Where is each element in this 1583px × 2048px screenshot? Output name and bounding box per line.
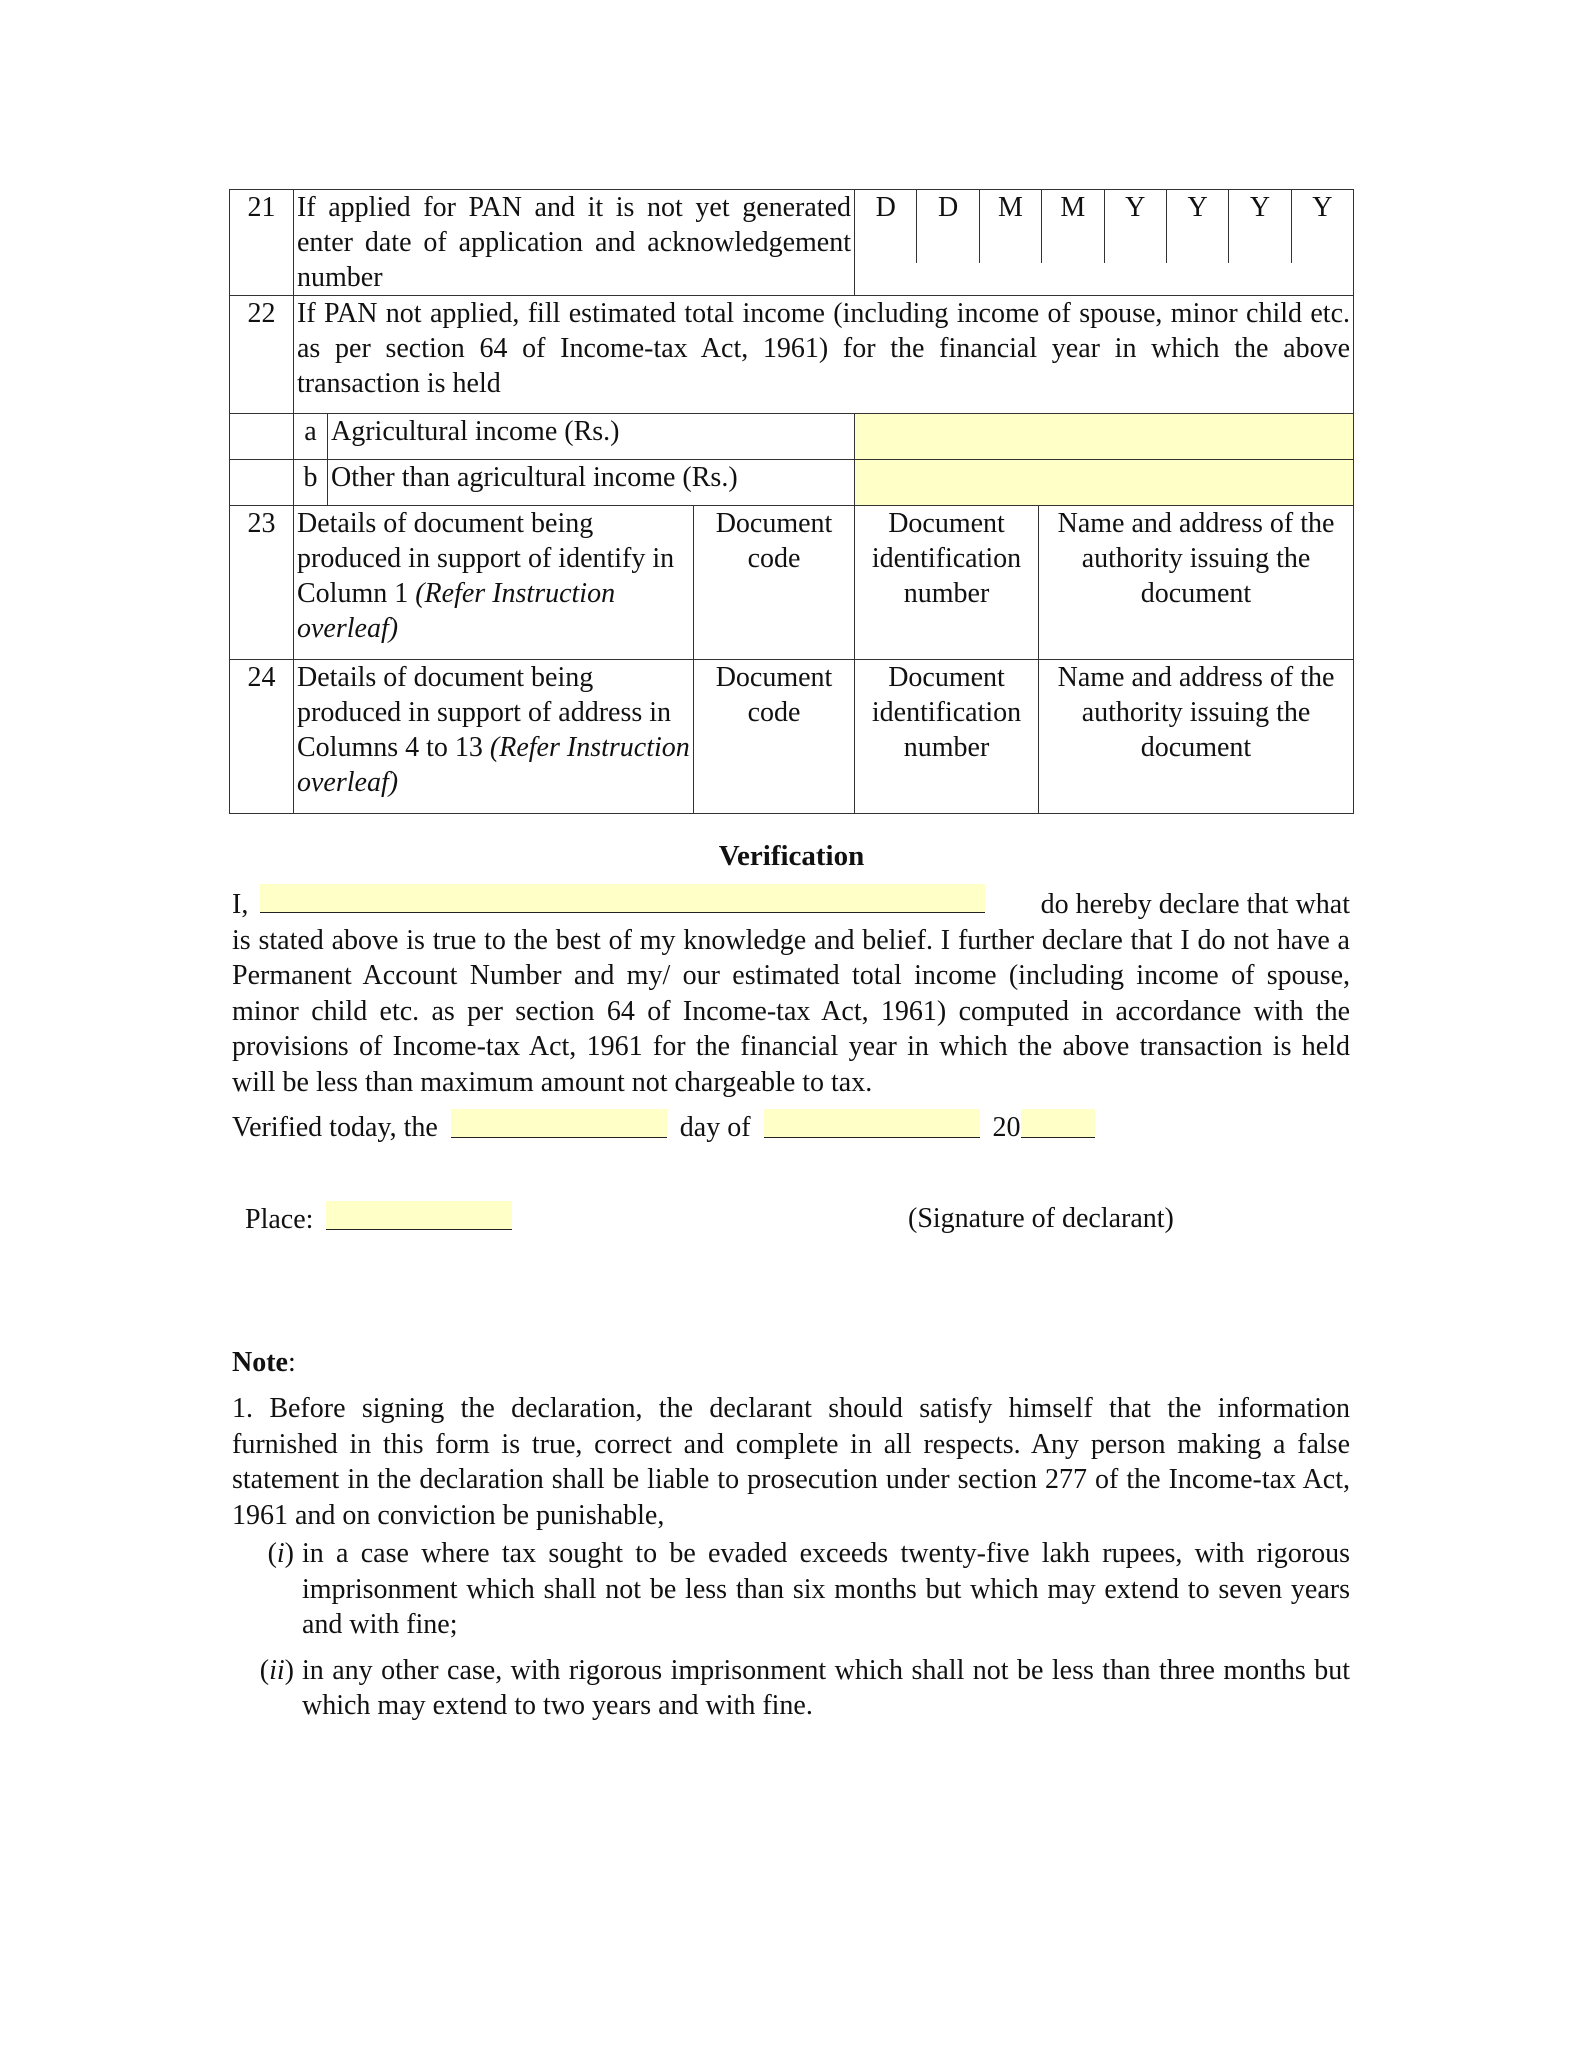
note-colon: : [287, 1347, 296, 1378]
note-item-label: (i) [267, 1538, 294, 1569]
date-box-y2[interactable]: Y [1166, 190, 1228, 263]
blank-cell [230, 414, 294, 460]
note-item-numeral: ii [269, 1654, 285, 1686]
row-22b-letter: b [294, 460, 328, 506]
date-box-y3[interactable]: Y [1228, 190, 1290, 263]
row-23-text: Details of document being produced in support of identify in Column 1 [297, 508, 675, 609]
row-24-text: Details of document being produced in support of address in Columns 4 to 13 [297, 662, 672, 763]
note-item-i [232, 1536, 1350, 1643]
date-box-m2[interactable]: M [1041, 190, 1103, 263]
agricultural-income-label: Agricultural income (Rs.) [328, 414, 855, 460]
row-21-label [294, 190, 855, 296]
document-id-header[interactable]: Document identification number [855, 506, 1039, 660]
date-box-d1[interactable]: D [875, 192, 896, 223]
row-number: 21 [230, 190, 294, 296]
signature-label: (Signature of declarant) [908, 1203, 1174, 1234]
day-of-label: day of [679, 1112, 751, 1143]
row-22-text: If PAN not applied, fill estimated total income (including income of spouse, minor child etc. as per section 64 of Income-tax Act, 1961) for the financial year in which the above transaction is held [294, 296, 1354, 414]
row-24-label [294, 660, 694, 814]
form-table-container [229, 189, 1353, 814]
row-21 [230, 190, 1354, 296]
form-table [229, 189, 1354, 814]
document-id-header[interactable]: Document identification number [855, 660, 1039, 814]
note-heading [232, 1345, 296, 1380]
place-line [245, 1201, 512, 1237]
agricultural-income-field[interactable] [855, 414, 1354, 460]
row-23-label [294, 506, 694, 660]
note-sub-list [232, 1536, 1350, 1724]
row-number: 22 [230, 296, 294, 414]
row-24-ref: (Refer Instruction overleaf) [297, 732, 690, 798]
verified-year-field[interactable] [1021, 1109, 1095, 1138]
issuing-authority-header[interactable]: Name and address of the authority issuing the document [1039, 506, 1354, 660]
other-income-field[interactable] [855, 460, 1354, 506]
year-prefix: 20 [992, 1112, 1021, 1143]
row-21-text: If applied for PAN and it is not yet generated enter date of application and acknowledgement number [297, 192, 852, 293]
row-22a-letter: a [294, 414, 328, 460]
declaration-tail: do hereby declare that what [1040, 889, 1350, 920]
row-23 [230, 506, 1354, 660]
place-field[interactable] [326, 1201, 512, 1230]
note-item-text: in any other case, with rigorous imprisonment which shall not be less than three months but which may extend to two years and with fine. [302, 1654, 1350, 1721]
note-paragraph-1: 1. Before signing the declaration, the declarant should satisfy himself that the information furnished in this form is true, correct and complete in all respects. Any person making a false statement in the declaration shall be liable to prosecution under section 277 of the Income-tax Act, 1961 and on conviction be punishable, [232, 1393, 1350, 1531]
date-box-y1[interactable]: Y [1104, 190, 1166, 263]
place-label: Place: [245, 1204, 314, 1235]
date-box-d2[interactable]: D [916, 190, 978, 263]
row-22b [230, 460, 1354, 506]
date-of-application-boxes[interactable] [855, 190, 1354, 296]
other-income-label: Other than agricultural income (Rs.) [328, 460, 855, 506]
verified-day-field[interactable] [451, 1109, 667, 1138]
date-box-y4[interactable]: Y [1291, 190, 1353, 263]
row-number: 23 [230, 506, 294, 660]
note-item-numeral: i [276, 1538, 285, 1569]
verification-title: Verification [718, 840, 865, 872]
note-item-text: in a case where tax sought to be evaded exceeds twenty-five lakh rupees, with rigorous imprisonment which shall not be less than six months but which may extend to seven years and with fine; [302, 1538, 1350, 1640]
row-number: 24 [230, 660, 294, 814]
declaration-body: is stated above is true to the best of my knowledge and belief. I further declare that I do not have a Permanent Account Number and my/ our estimated total income (including income of spouse, minor child etc. as per section 64 of Income-tax Act, 1961) computed in accordance with the provisions of Income-tax Act, 1961 for the financial year in which the above transaction is held will be less than maximum amount not chargeable to tax. [232, 924, 1350, 1098]
declaration-lead: I, [232, 889, 249, 920]
row-22 [230, 296, 1354, 414]
note-heading-text: Note [232, 1347, 288, 1378]
document-code-header[interactable]: Document code [694, 660, 855, 814]
document-code-header[interactable]: Document code [694, 506, 855, 660]
verified-line [232, 1109, 1095, 1145]
declarant-name-field[interactable] [260, 884, 985, 913]
row-23-ref: (Refer Instruction overleaf) [297, 578, 616, 644]
date-box-row [855, 190, 1353, 263]
row-22a [230, 414, 1354, 460]
blank-cell [230, 460, 294, 506]
row-24 [230, 660, 1354, 814]
declaration-first-line [232, 884, 1350, 923]
date-box-m1[interactable]: M [979, 190, 1041, 263]
issuing-authority-header[interactable]: Name and address of the authority issuing the document [1039, 660, 1354, 814]
note-item-ii [232, 1653, 1350, 1724]
verified-month-field[interactable] [764, 1109, 980, 1138]
verification-declaration [232, 884, 1350, 1100]
verified-prefix: Verified today, the [232, 1112, 438, 1143]
note-item-label: (ii) [259, 1654, 294, 1686]
